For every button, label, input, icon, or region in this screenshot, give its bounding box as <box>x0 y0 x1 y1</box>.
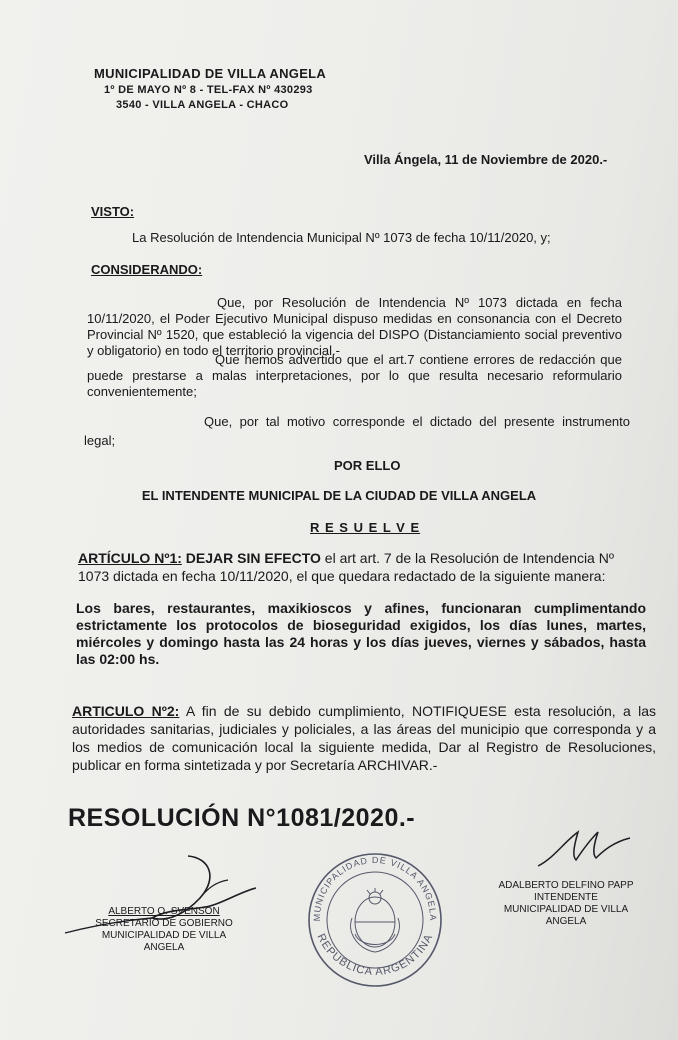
signature-left <box>94 906 234 954</box>
articulo-1-text: el art art. 7 de la Resolución de Intendencia Nº 1073 dictada en fecha 10/11/2020, el que quedara redactado de la siguiente manera: <box>78 550 614 584</box>
articulo-1-quote: Los bares, restaurantes, maxikioscos y afines, funcionaran cumplimentando estrictamente los protocolos de bioseguridad exigidos, los días lunes, martes, miércoles y domingo hasta las 24 horas y los días jueves, viernes y sábados, hasta las 02:00 hs. <box>76 600 646 667</box>
visto-text: La Resolución de Intendencia Municipal Nº 1073 de fecha 10/11/2020, y; <box>132 230 551 245</box>
seal-coat-of-arms <box>351 888 400 952</box>
signature-left-org: MUNICIPALIDAD DE VILLA ANGELA <box>101 930 227 953</box>
articulo-1-lead: DEJAR SIN EFECTO <box>185 550 321 566</box>
considerando-paragraph-2: Que hemos advertido que el art.7 contiene errores de redacción que puede prestarse a malas interpretaciones, por lo que resulta necesario reformulario convenientemente; <box>87 352 622 399</box>
signature-right-title: INTENDENTE <box>534 892 598 903</box>
seal-text-bottom: REPUBLICA ARGENTINA <box>314 931 436 979</box>
articulo-2 <box>72 702 656 774</box>
intendente-heading: EL INTENDENTE MUNICIPAL DE LA CIUDAD DE VILLA ANGELA <box>141 488 537 503</box>
date-line: Villa Ángela, 11 de Noviembre de 2020.- <box>364 152 608 167</box>
signature-right-org: MUNICIPALIDAD DE VILLA ANGELA <box>503 904 629 927</box>
signature-right <box>496 880 636 928</box>
signature-left-title: SECRETARIO DE GOBIERNO <box>95 918 233 929</box>
resuelve-heading: R E S U E L V E <box>310 520 421 535</box>
considerando-heading: CONSIDERANDO: <box>91 262 203 277</box>
resolution-number: RESOLUCIÓN N°1081/2020.- <box>68 804 416 832</box>
org-name: MUNICIPALIDAD DE VILLA ANGELA <box>94 66 327 81</box>
signature-right-scribble <box>534 822 634 872</box>
por-ello: POR ELLO <box>334 458 401 473</box>
articulo-1-label: ARTÍCULO Nº1: <box>78 550 182 566</box>
signature-right-name: ADALBERTO DELFINO PAPP <box>498 880 634 891</box>
signature-left-name: ALBERTO O. SVENSON <box>108 906 220 917</box>
org-address: 1º DE MAYO Nº 8 - TEL-FAX Nº 430293 <box>104 84 313 96</box>
municipal-seal <box>300 838 450 998</box>
considerando-paragraph-3: Que, por tal motivo corresponde el dictado del presente instrumento legal; <box>84 414 630 448</box>
articulo-2-text: A fin de su debido cumplimiento, NOTIFIQUESE esta resolución, a las autoridades sanitarias, judiciales y policiales, a las áreas del municipio que corresponda y a los medios de comunicación local la siguiente medida, Dar al Registro de Resoluciones, publicar en forma sintetizada y por Secretaría ARCHIVAR.- <box>72 703 656 773</box>
seal-text-top: MUNICIPALIDAD DE VILLA ANGELA <box>311 854 439 922</box>
considerando-paragraph-1: Que, por Resolución de Intendencia Nº 1073 dictada en fecha 10/11/2020, el Poder Ejecutivo Municipal dispuso medidas en consonancia con el Decreto Provincial Nº 1520, que estableció la vigencia del DISPO (Distanciamiento social preventivo y obligatorio) en todo el territorio provincial.- <box>87 295 622 358</box>
articulo-1 <box>78 549 638 585</box>
org-city: 3540 - VILLA ANGELA - CHACO <box>116 99 289 111</box>
visto-heading: VISTO: <box>91 204 135 219</box>
articulo-2-label: ARTICULO Nº2: <box>72 703 180 719</box>
